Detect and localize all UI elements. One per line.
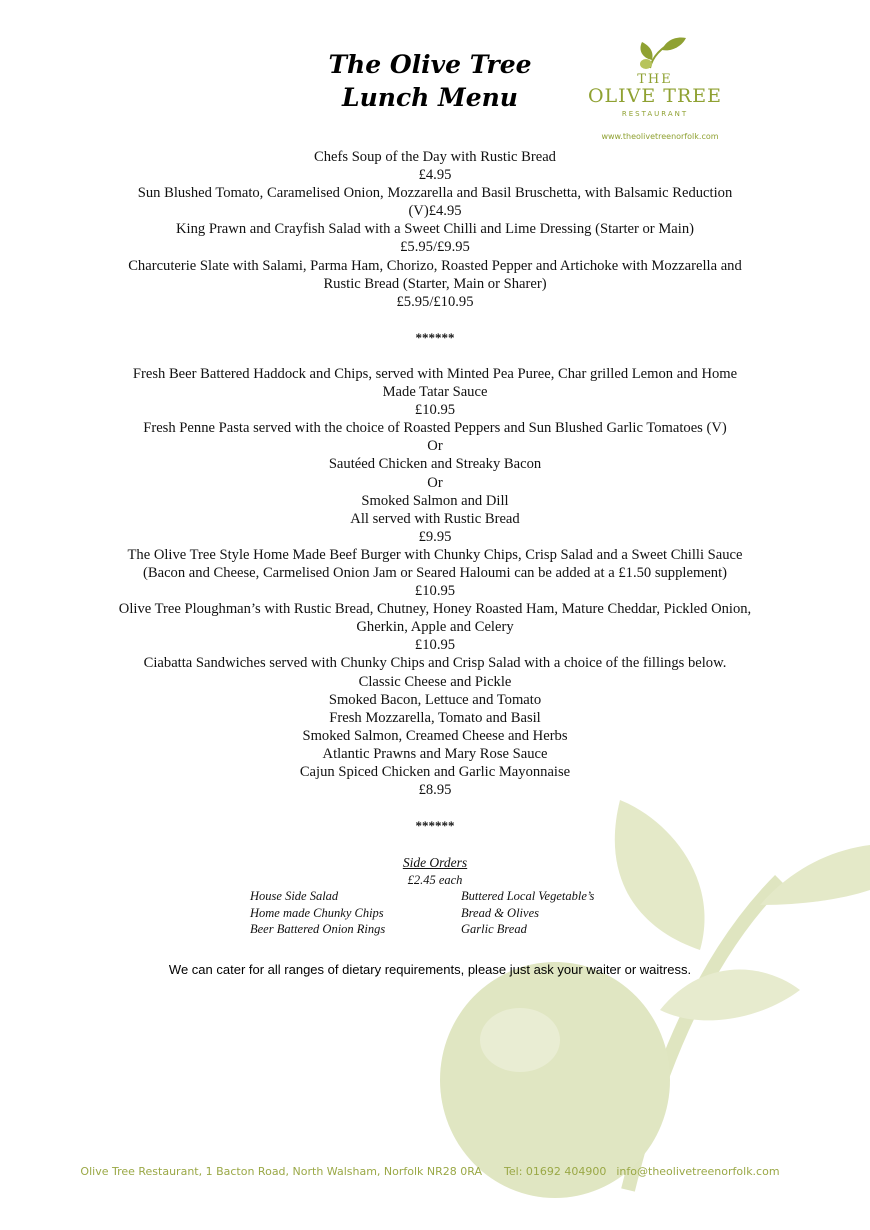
- menu-line: Atlantic Prawns and Mary Rose Sauce: [322, 745, 548, 762]
- dietary-notice: We can cater for all ranges of dietary requirements, please just ask your waiter or waitress.: [168, 962, 692, 977]
- side-orders-left-column: [250, 888, 385, 938]
- menu-line: Made Tatar Sauce: [382, 384, 488, 401]
- menu-line: Classic Cheese and Pickle: [358, 673, 512, 690]
- side-item: Home made Chunky Chips: [250, 905, 384, 920]
- menu-line: Gherkin, Apple and Celery: [356, 619, 514, 636]
- menu-line: Olive Tree Ploughman’s with Rustic Bread, Chutney, Honey Roasted Ham, Mature Cheddar, Pickled Onion,: [118, 601, 752, 618]
- logo-restaurant-text: RESTAURANT: [621, 110, 689, 118]
- restaurant-logo: [560, 30, 760, 145]
- menu-price: £10.95: [414, 637, 456, 654]
- menu-name-heading: Lunch Menu: [342, 83, 518, 112]
- menu-line: Sun Blushed Tomato, Caramelised Onion, Mozzarella and Basil Bruschetta, with Balsamic Reduction: [137, 185, 733, 202]
- menu-line: Fresh Mozzarella, Tomato and Basil: [329, 709, 541, 726]
- section-separator: ******: [415, 329, 455, 345]
- menu-line: Smoked Bacon, Lettuce and Tomato: [328, 691, 542, 708]
- side-item: Garlic Bread: [461, 922, 527, 936]
- menu-line: Sautéed Chicken and Streaky Bacon: [328, 456, 542, 473]
- side-orders-price: £2.45 each: [407, 872, 463, 887]
- starters-section: [70, 148, 800, 311]
- footer-phone[interactable]: Tel: 01692 404900: [504, 1165, 607, 1178]
- menu-line: Or: [427, 438, 443, 455]
- mains-section: [70, 365, 800, 799]
- side-item: Buttered Local Vegetable’s: [461, 889, 595, 903]
- side-item: House Side Salad: [250, 889, 339, 903]
- olive-branch-icon: [632, 34, 688, 70]
- footer-email[interactable]: info@theolivetreenorfolk.com: [616, 1165, 780, 1178]
- menu-price: £8.95: [418, 782, 452, 799]
- menu-line: The Olive Tree Style Home Made Beef Burger with Chunky Chips, Crisp Salad and a Sweet Chilli Sauce: [127, 546, 743, 563]
- menu-line: All served with Rustic Bread: [350, 510, 520, 527]
- logo-the-text: THE: [637, 72, 673, 87]
- menu-line: Ciabatta Sandwiches served with Chunky Chips and Crisp Salad with a choice of the fillings below.: [143, 655, 727, 672]
- menu-line: Smoked Salmon and Dill: [361, 492, 509, 509]
- menu-price: £5.95/£10.95: [396, 293, 474, 310]
- menu-line: King Prawn and Crayfish Salad with a Sweet Chilli and Lime Dressing (Starter or Main): [176, 221, 694, 238]
- menu-price: £10.95: [414, 583, 456, 600]
- menu-line: Charcuterie Slate with Salami, Parma Ham, Chorizo, Roasted Pepper and Artichoke with Mozzarella and: [128, 257, 742, 274]
- website-link[interactable]: www.theolivetreenorfolk.com: [601, 132, 719, 141]
- menu-price: £10.95: [414, 402, 456, 419]
- menu-line: Rustic Bread (Starter, Main or Sharer): [323, 275, 547, 292]
- restaurant-name-heading: The Olive Tree: [328, 50, 532, 79]
- menu-line: Chefs Soup of the Day with Rustic Bread: [314, 149, 556, 165]
- footer-contact: [0, 1165, 860, 1178]
- side-orders-heading: Side Orders: [402, 855, 468, 870]
- menu-line: Fresh Beer Battered Haddock and Chips, served with Minted Pea Puree, Char grilled Lemon and Home: [132, 365, 738, 382]
- menu-price: (V)£4.95: [408, 203, 462, 220]
- side-item: Bread & Olives: [461, 905, 539, 920]
- menu-line: Fresh Penne Pasta served with the choice of Roasted Peppers and Sun Blushed Garlic Tomatoes (V): [143, 420, 727, 437]
- menu-line: (Bacon and Cheese, Carmelised Onion Jam or Seared Haloumi can be added at a £1.50 supplement): [143, 564, 727, 581]
- footer-address: Olive Tree Restaurant, 1 Bacton Road, North Walsham, Norfolk NR28 0RA: [80, 1165, 483, 1178]
- section-separator: ******: [415, 818, 455, 834]
- menu-price: £5.95/£9.95: [400, 239, 470, 256]
- logo-name-text: OLIVE TREE: [587, 85, 723, 107]
- menu-price: £4.95: [418, 167, 452, 184]
- menu-title: [300, 48, 560, 114]
- side-orders: [200, 855, 670, 940]
- side-item: Beer Battered Onion Rings: [250, 922, 386, 936]
- menu-price: £9.95: [418, 528, 452, 545]
- menu-line: Or: [427, 474, 443, 491]
- menu-line: Smoked Salmon, Creamed Cheese and Herbs: [302, 727, 568, 744]
- menu-line: Cajun Spiced Chicken and Garlic Mayonnaise: [299, 764, 571, 780]
- side-orders-right-column: [461, 888, 594, 938]
- menu-items: [70, 148, 800, 835]
